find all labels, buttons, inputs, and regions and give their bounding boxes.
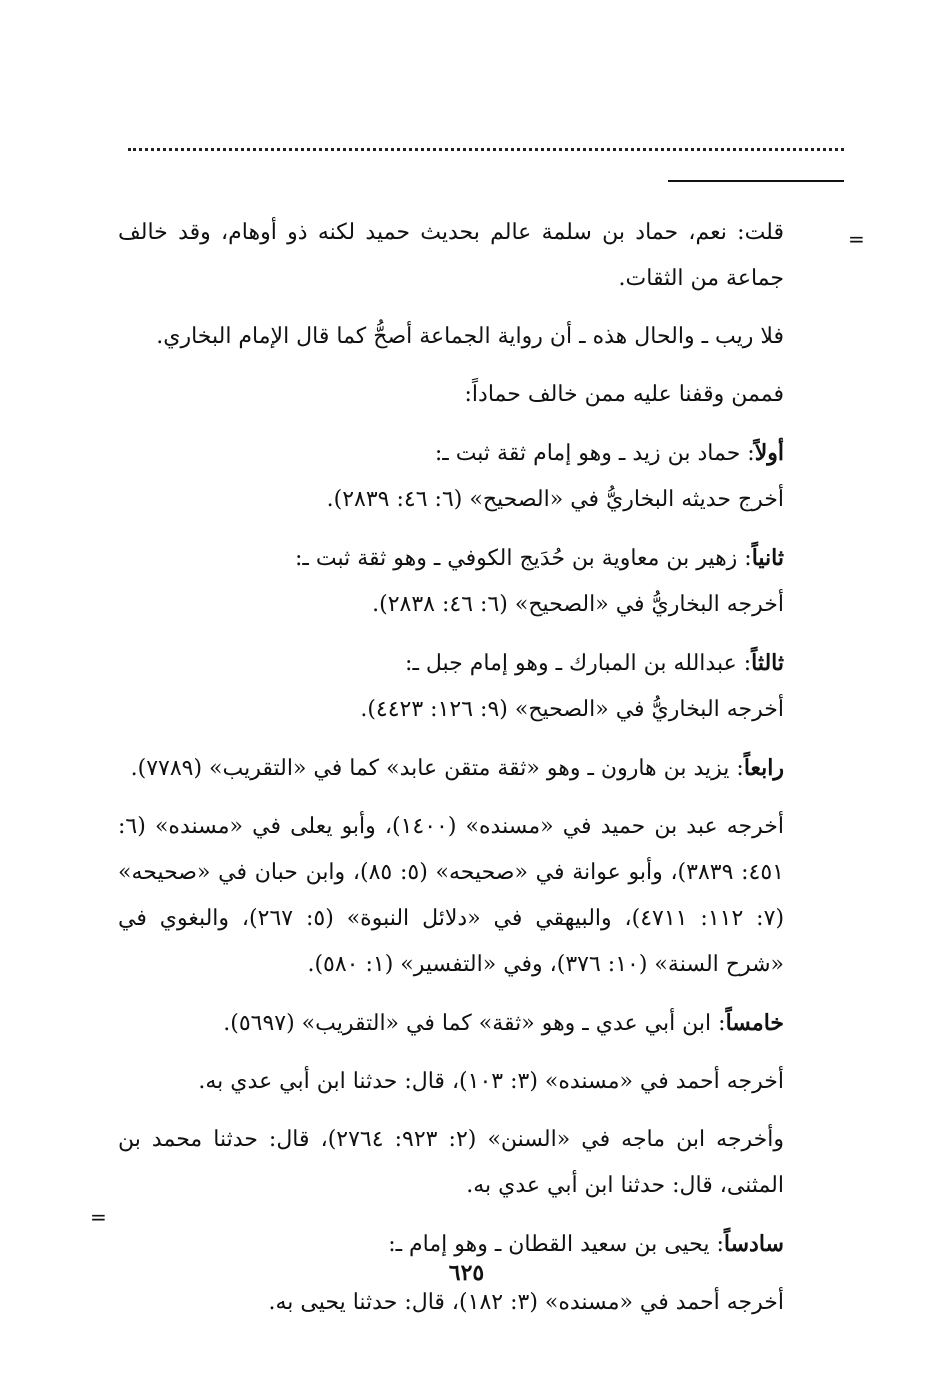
paragraph-second-source: أخرجه البخاريُّ في «الصحيح» (٦: ٤٦: ٢٨٣٨). — [372, 592, 784, 617]
footnote-rule — [668, 180, 844, 182]
paragraph-fifth-source-ibnmajah: وأخرجه ابن ماجه في «السنن» (٢: ٩٢٣: ٢٧٦٤)، قال: حدثنا محمد بن المثنى، قال: حدثنا ابن أبي عدي به. — [118, 1127, 785, 1198]
fifth-label: خامساً — [725, 1010, 784, 1036]
third-label: ثالثاً — [751, 650, 784, 676]
footnote-body — [118, 210, 844, 1326]
first-label: أولاً — [754, 440, 784, 466]
continuation-mark-top: = — [848, 227, 865, 251]
paragraph-sixth-source: أخرجه أحمد في «مسنده» (٣: ١٨٢)، قال: حدثنا يحيى به. — [268, 1290, 784, 1315]
paragraph-second — [118, 535, 844, 582]
paragraph-conclusion: فلا ريب ـ والحال هذه ـ أن رواية الجماعة أصحُّ كما قال الإمام البخاري. — [156, 324, 784, 349]
continuation-mark-bottom: = — [90, 1205, 107, 1229]
page-number: ٦٢٥ — [448, 1260, 485, 1286]
paragraph-intro-list: فممن وقفنا عليه ممن خالف حماداً: — [464, 382, 784, 407]
third-text: : عبدالله بن المبارك ـ وهو إمام جبل ـ: — [405, 651, 752, 676]
sixth-text: : يحيى بن سعيد القطان ـ وهو إمام ـ: — [388, 1232, 724, 1257]
first-text: : حماد بن زيد ـ وهو إمام ثقة ثبت ـ: — [434, 441, 755, 466]
paragraph-reply: قلت: نعم، حماد بن سلمة عالم بحديث حميد لكنه ذو أوهام، وقد خالف جماعة من الثقات. — [118, 220, 784, 291]
paragraph-first-source: أخرج حديثه البخاريُّ في «الصحيح» (٦: ٤٦: ٢٨٣٩). — [326, 487, 784, 512]
fifth-text: : ابن أبي عدي ـ وهو «ثقة» كما في «التقريب» (٥٦٩٧). — [223, 1011, 726, 1036]
fourth-label: رابعاً — [743, 755, 784, 781]
fourth-text: : يزيد بن هارون ـ وهو «ثقة متقن عابد» كما في «التقريب» (٧٧٨٩). — [130, 756, 744, 781]
paragraph-fourth-sources: أخرجه عبد بن حميد في «مسنده» (١٤٠٠)، وأبو يعلى في «مسنده» (٦: ٤٥١: ٣٨٣٩)، وأبو عوانة في «صحيحه» (٥: ٨٥)، وابن حبان في «صحيحه» (٧: ١١٢: ٤٧١١)، والبيهقي في «دلائل النبوة» (٥: ٢٦٧)، والبغوي في «شرح السنة» (١٠: ٣٧٦)، وفي «التفسير» (١: ٥٨٠). — [118, 814, 785, 977]
paragraph-third — [118, 640, 844, 687]
paragraph-fourth — [118, 745, 844, 792]
paragraph-fifth — [118, 1000, 844, 1047]
sixth-label: سادساً — [723, 1231, 784, 1257]
second-label: ثانياً — [751, 545, 784, 571]
paragraph-fifth-source-ahmad: أخرجه أحمد في «مسنده» (٣: ١٠٣)، قال: حدثنا ابن أبي عدي به. — [198, 1069, 784, 1094]
paragraph-first — [118, 430, 844, 477]
second-text: : زهير بن معاوية بن حُدَيج الكوفي ـ وهو ثقة ثبت ـ: — [295, 546, 752, 571]
dotted-separator — [128, 148, 844, 151]
paragraph-third-source: أخرجه البخاريُّ في «الصحيح» (٩: ١٢٦: ٤٤٢٣). — [360, 697, 784, 722]
